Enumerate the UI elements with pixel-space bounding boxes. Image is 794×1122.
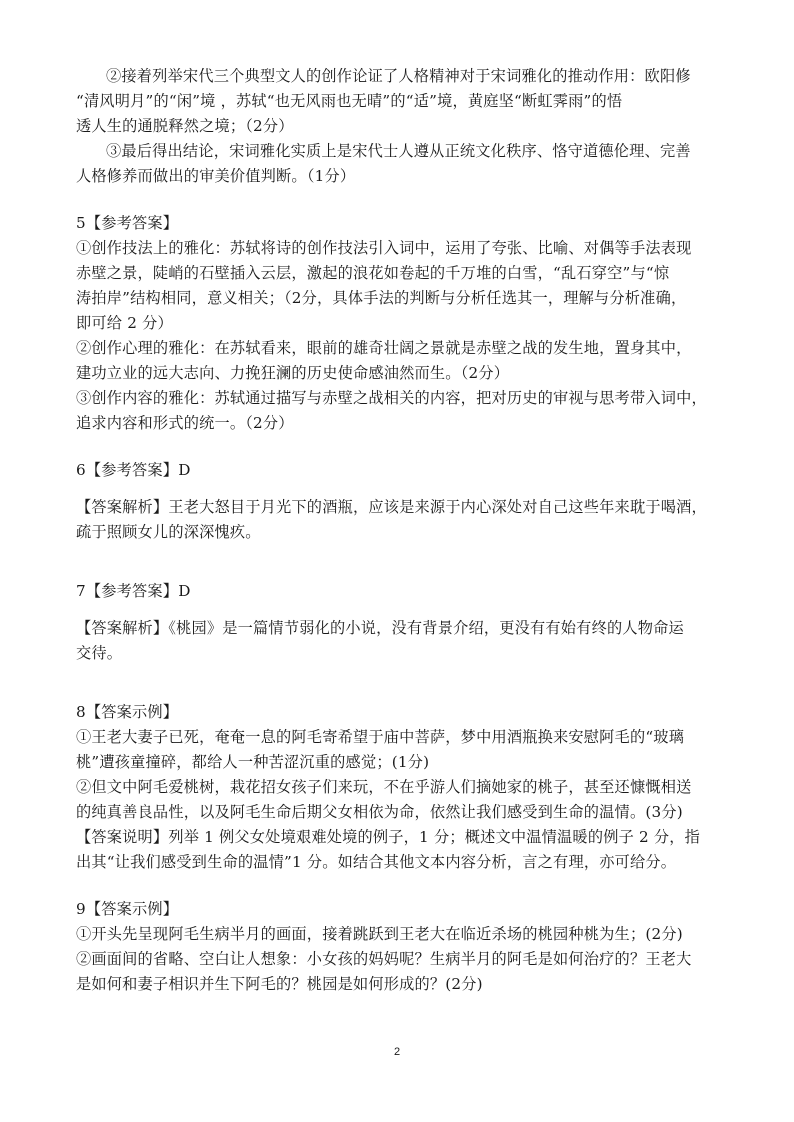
text-line: ②画面间的省略、空白让人想象：小女孩的妈妈呢？生病半月的阿毛是如何治疗的？王老大	[76, 950, 692, 968]
text-line: ②但文中阿毛爱桃树，栽花招女孩子们来玩，不在乎游人们摘她家的桃子，甚至还慷慨相送	[76, 778, 692, 796]
text-line: 交待。	[76, 644, 123, 662]
section-prev-continuation	[76, 64, 724, 189]
text-line: ②接着列举宋代三个典型文人的创作论证了人格精神对于宋词雅化的推动作用：欧阳修	[106, 67, 691, 85]
text-line: ③创作内容的雅化：苏轼通过描写与赤壁之战相关的内容，把对历史的审视与思考带入词中，	[76, 389, 707, 407]
text-line: 是如何和妻子相识并生下阿毛的？桃园是如何形成的？(2分)	[76, 975, 483, 993]
section-q5	[76, 211, 724, 436]
section-q6	[76, 458, 724, 545]
text-line: 赤壁之景，陡峭的石壁插入云层，激起的浪花如卷起的千万堆的白雪，“乱石穿空”与“惊	[76, 264, 670, 282]
text-line: ②创作心理的雅化：在苏轼看来，眼前的雄奇壮阔之景就是赤壁之战的发生地，置身其中，	[76, 339, 692, 357]
section-q7	[76, 579, 724, 666]
page-number: 2	[393, 1046, 401, 1058]
text-line: 【答案解析】《桃园》是一篇情节弱化的小说，没有背景介绍，更没有有始有终的人物命运	[76, 619, 684, 637]
text-line: ①开头先呈现阿毛生病半月的画面，接着跳跃到王老大在临近杀场的桃园种桃为生；(2分)	[76, 925, 683, 943]
text-line: 的纯真善良品性，以及阿毛生命后期父女相依为命，依然让我们感受到生命的温情。(3分)	[76, 803, 683, 821]
section-heading: 6【参考答案】D	[76, 461, 191, 479]
text-line: “清风明月”的“闲”境 ，苏轼“也无风雨也无晴”的“适”境，黄庭坚“断虹霁雨”的悟	[76, 92, 623, 110]
text-line: 【答案解析】王老大怒目于月光下的酒瓶，应该是来源于内心深处对自己这些年来耽于喝酒，	[76, 498, 707, 516]
text-line: 【答案说明】列举 1 例父女处境艰难处境的例子，1 分；概述文中温情温暖的例子 2 分，指	[76, 828, 701, 846]
section-heading: 9【答案示例】	[76, 900, 179, 918]
text-line: 桃”遭孩童撞碎，都给人一种苦涩沉重的感觉；(1分)	[76, 753, 430, 771]
text-line: 疏于照顾女儿的深深愧疚。	[76, 523, 261, 541]
text-line: 出其“让我们感受到生命的温情”1 分。如结合其他文本内容分析，言之有理，亦可给分。	[76, 853, 677, 871]
text-line: 即可给 2 分）	[76, 314, 173, 332]
section-heading: 5【参考答案】	[76, 214, 179, 232]
text-line: ③最后得出结论，宋词雅化实质上是宋代士人遵从正统文化秩序、恪守道德伦理、完善	[106, 142, 691, 160]
section-q9	[76, 897, 724, 997]
section-heading: 7【参考答案】D	[76, 582, 191, 600]
section-q8	[76, 700, 724, 875]
answer-content	[76, 64, 724, 997]
text-line: 追求内容和形式的统一。（2分）	[76, 414, 294, 432]
text-line: 涛拍岸”结构相同，意义相关；（2分，具体手法的判断与分析任选其一，理解与分析准确，	[76, 289, 687, 307]
text-line: ①王老大妻子已死，奄奄一息的阿毛寄希望于庙中菩萨，梦中用酒瓶换来安慰阿毛的“玻璃	[76, 728, 685, 746]
section-heading: 8【答案示例】	[76, 703, 179, 721]
text-line: 人格修养而做出的审美价值判断。（1分）	[76, 167, 356, 185]
text-line: 透人生的通脱释然之境；（2分）	[76, 117, 294, 135]
text-line: ①创作技法上的雅化：苏轼将诗的创作技法引入词中，运用了夸张、比喻、对偶等手法表现	[76, 239, 692, 257]
text-line: 建功立业的远大志向、力挽狂澜的历史使命感油然而生。（2分）	[76, 364, 510, 382]
